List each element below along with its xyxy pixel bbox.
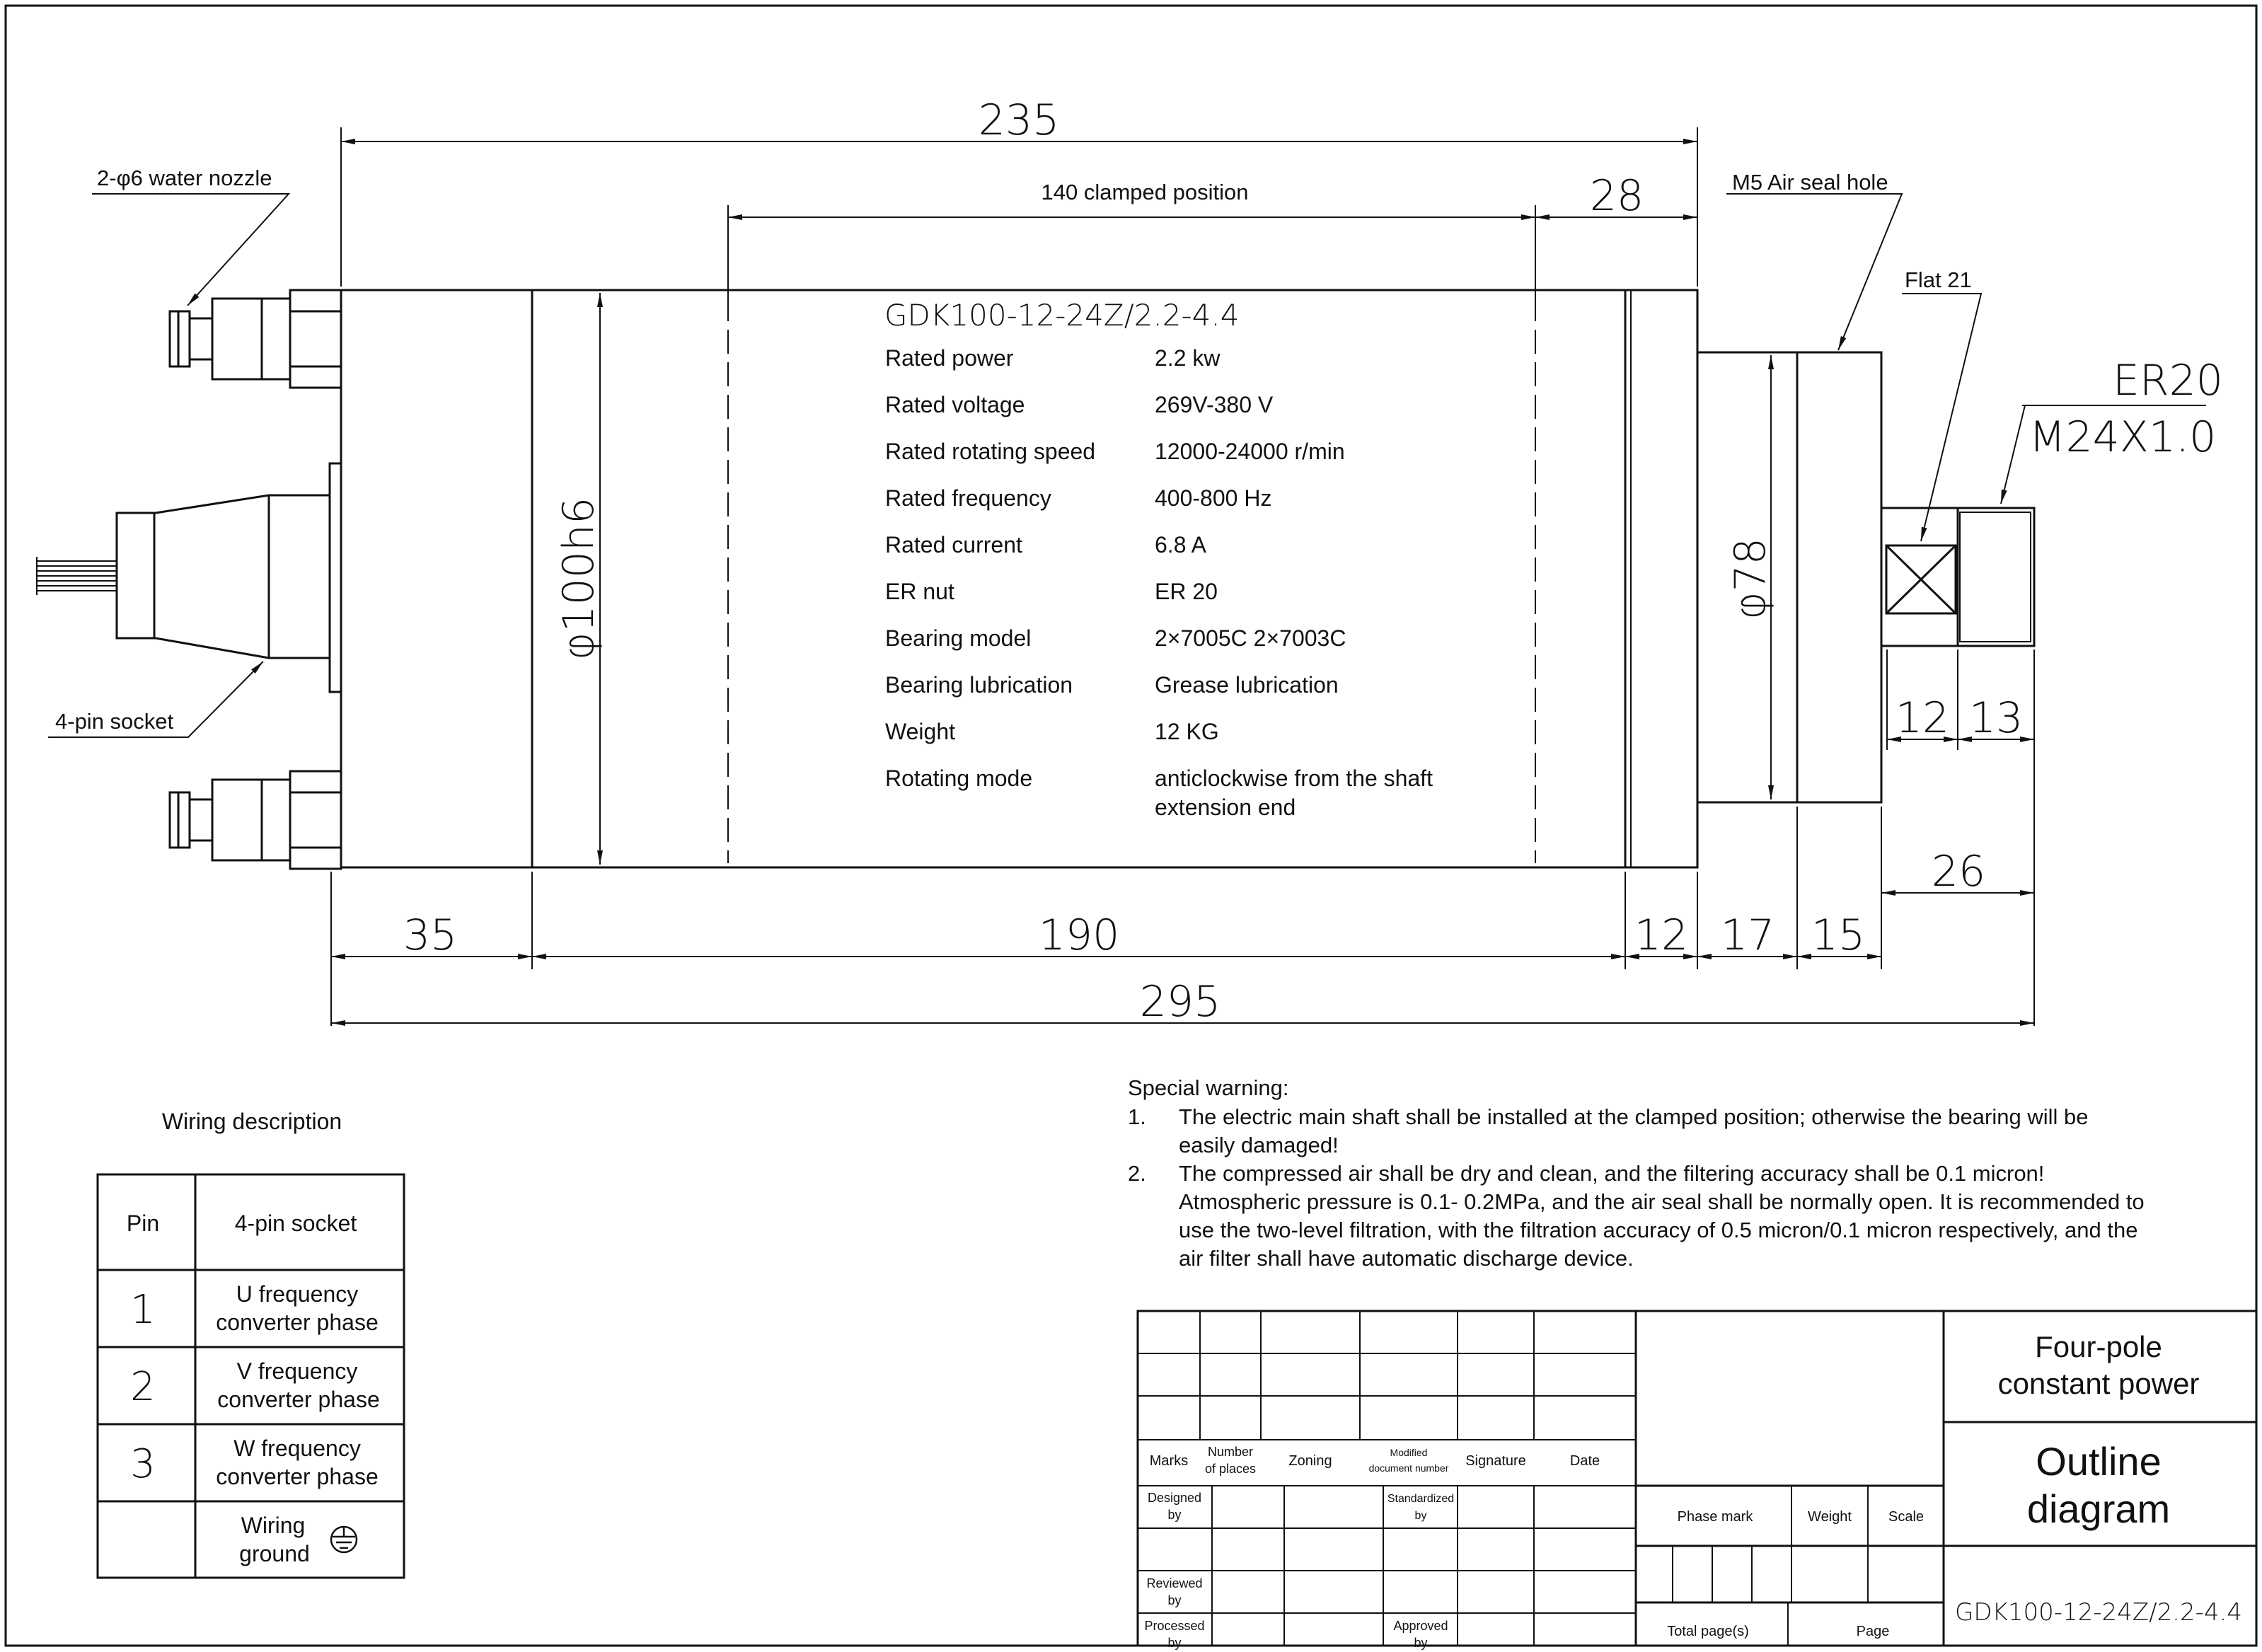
tb-product-name: Four-pole (2035, 1330, 2162, 1363)
tb-designed: by (1167, 1508, 1182, 1522)
spec-value: 6.8 A (1155, 532, 1206, 558)
tb-processed: Processed (1144, 1619, 1205, 1633)
warning-line: The compressed air shall be dry and clean, and the filtering accuracy shall be 0.1 micron! (1179, 1161, 2045, 1186)
spec-value: 400-800 Hz (1155, 485, 1272, 511)
tb-total-pages: Total page(s) (1667, 1624, 1749, 1639)
spec-label: Bearing model (885, 625, 1032, 651)
wiring-row-text: U frequency (236, 1281, 359, 1307)
spec-value: ER 20 (1155, 579, 1218, 604)
wiring-pin: 1 (130, 1287, 156, 1333)
tb-doc-title: diagram (2026, 1486, 2171, 1531)
dim-235: 235 (978, 96, 1060, 145)
label-m24: M24X1.0 (2029, 412, 2217, 462)
warning-num: 2. (1128, 1161, 1146, 1186)
tb-modified: Modified (1390, 1447, 1428, 1458)
tb-places: of places (1204, 1462, 1257, 1476)
dim-dia100: φ100h6 (554, 497, 604, 661)
dim-dia78: φ78 (1726, 538, 1775, 620)
tb-approved: Approved (1393, 1619, 1448, 1633)
shaft-flange (1697, 352, 1881, 802)
tb-reviewed: by (1167, 1593, 1182, 1607)
tb-doc-title: Outline (2036, 1439, 2162, 1484)
label-water-nozzle: 2-φ6 water nozzle (97, 166, 272, 190)
spec-label: Rated current (885, 532, 1022, 558)
tb-signature: Signature (1465, 1453, 1526, 1469)
warning-line: easily damaged! (1179, 1133, 1339, 1157)
tb-processed: by (1167, 1636, 1182, 1650)
ground-icon (331, 1527, 357, 1552)
dim-35: 35 (403, 911, 458, 960)
dim-28: 28 (1589, 171, 1644, 221)
special-warning (1128, 1075, 2145, 1271)
leader-flat-21 (1902, 294, 1981, 541)
tb-standardized: by (1414, 1510, 1427, 1522)
dim-13: 13 (1968, 693, 2024, 743)
spec-value: 2.2 kw (1155, 345, 1221, 371)
tb-weight: Weight (1808, 1509, 1852, 1525)
tb-code: GDK100-12-24Z/2.2-4.4 (1955, 1598, 2242, 1627)
wiring-row-text: Wiring (241, 1513, 306, 1538)
wiring-row-text: converter phase (216, 1464, 379, 1489)
wiring-table (98, 1109, 404, 1578)
label-flat-21: Flat 21 (1905, 267, 1972, 292)
label-er20: ER20 (2113, 356, 2223, 405)
spec-label: Rated voltage (885, 392, 1025, 417)
tb-phase-mark: Phase mark (1677, 1509, 1753, 1525)
tb-marks: Marks (1149, 1453, 1189, 1469)
spec-label: ER nut (885, 579, 954, 604)
wiring-row-text: converter phase (216, 1310, 379, 1335)
tb-page: Page (1856, 1624, 1890, 1639)
tb-date: Date (1569, 1453, 1600, 1469)
spec-value: 2×7005C 2×7003C (1155, 625, 1346, 651)
warning-line: Atmospheric pressure is 0.1- 0.2MPa, and the air seal shall be normally open. It is recommended to (1179, 1189, 2145, 1214)
spec-label: Rated frequency (885, 485, 1051, 511)
tb-approved: by (1414, 1636, 1428, 1650)
tb-scale: Scale (1888, 1509, 1925, 1525)
warning-line: use the two-level filtration, with the filtration accuracy of 0.5 micron/0.1 micron respectively, and the (1179, 1218, 2138, 1242)
wiring-header-pin: Pin (126, 1211, 160, 1236)
wiring-pin: 2 (130, 1364, 156, 1410)
wiring-pin: 3 (130, 1441, 156, 1487)
label-air-seal: M5 Air seal hole (1732, 170, 1888, 195)
spec-label: Rated rotating speed (885, 439, 1096, 464)
spec-value: 12 KG (1155, 719, 1219, 744)
tb-zoning: Zoning (1288, 1453, 1332, 1469)
spec-value: anticlockwise from the shaft (1155, 766, 1433, 791)
tb-standardized: Standardized (1387, 1493, 1455, 1505)
tb-modified: document number (1368, 1462, 1449, 1474)
wiring-header-socket: 4-pin socket (234, 1211, 357, 1236)
spec-value: Grease lubrication (1155, 672, 1339, 698)
dim-12b: 12 (1895, 693, 1950, 743)
nameplate-model: GDK100-12-24Z/2.2-4.4 (884, 298, 1240, 333)
spec-label: Rated power (885, 345, 1014, 371)
leader-air-seal (1726, 194, 1902, 350)
leader-water-nozzle (92, 194, 289, 306)
wiring-row-text: converter phase (217, 1387, 380, 1412)
water-nozzle-bottom (170, 771, 341, 869)
tb-product-name: constant power (1997, 1367, 2200, 1400)
wiring-row-text: W frequency (233, 1436, 361, 1461)
spec-value-cont: extension end (1155, 795, 1296, 820)
dim-140-label: 140 clamped position (1041, 180, 1249, 204)
warning-line: air filter shall have automatic discharge device. (1179, 1246, 1634, 1271)
four-pin-socket (117, 495, 330, 658)
spec-value: 269V-380 V (1155, 392, 1274, 417)
warning-num: 1. (1128, 1104, 1146, 1129)
warning-line: The electric main shaft shall be installed at the clamped position; otherwise the bearing will be (1179, 1104, 2089, 1129)
water-nozzle-top (170, 290, 341, 388)
label-4-pin-socket: 4-pin socket (55, 709, 174, 734)
dim-12: 12 (1634, 911, 1689, 960)
title-block (1138, 1311, 2256, 1650)
spec-value: 12000-24000 r/min (1155, 439, 1345, 464)
wiring-row-text: V frequency (236, 1358, 358, 1384)
spec-label: Bearing lubrication (885, 672, 1073, 698)
tb-designed: Designed (1147, 1491, 1202, 1505)
wiring-title: Wiring description (161, 1109, 342, 1134)
warning-title: Special warning: (1128, 1075, 1289, 1100)
cable (37, 557, 117, 595)
dim-190: 190 (1038, 911, 1120, 960)
spec-label: Rotating mode (885, 766, 1033, 791)
spec-label: Weight (885, 719, 956, 744)
tb-reviewed: Reviewed (1146, 1576, 1203, 1590)
dim-15: 15 (1811, 911, 1866, 960)
dim-295: 295 (1139, 977, 1221, 1027)
tb-places: Number (1207, 1445, 1254, 1459)
nameplate (884, 298, 1433, 820)
wiring-row-text: ground (239, 1541, 310, 1566)
dim-17: 17 (1720, 911, 1775, 960)
dim-26: 26 (1931, 847, 1986, 896)
